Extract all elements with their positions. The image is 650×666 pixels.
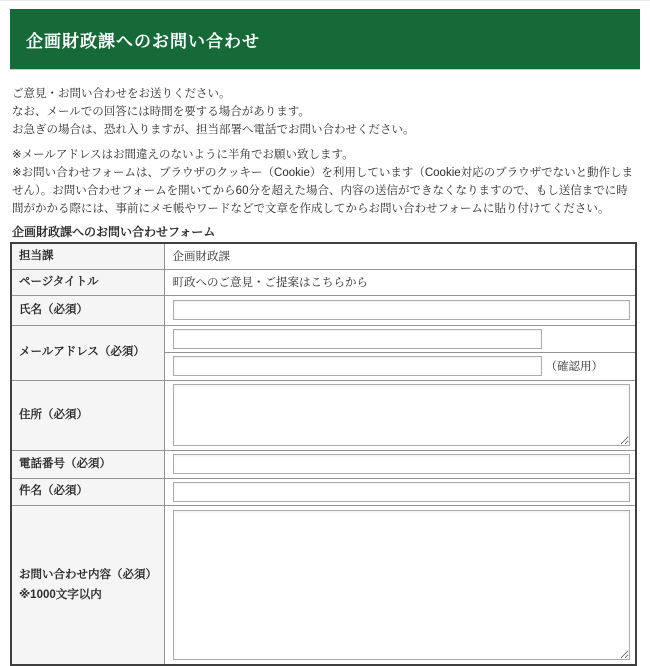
table-row-address [11, 380, 636, 450]
email-confirm-input[interactable] [173, 356, 542, 376]
message-textarea[interactable] [173, 510, 631, 660]
email-confirm-note: （確認用） [545, 361, 603, 373]
email-label: メールアドレス（必須） [11, 325, 164, 380]
intro-line: なお、メールでの回答には時間を要する場合があります。 [12, 106, 310, 118]
address-label: 住所（必須） [11, 380, 164, 450]
department-value: 企画財政課 [164, 243, 636, 269]
page-title-value: 町政へのご意見・ご提案はこちらから [164, 269, 636, 295]
note-line-cookie: ※お問い合わせフォームは、ブラウザのクッキー（Cookie）を利用しています（Cookie対応のブラウザでないと動作しません）。お問い合わせフォームを開いてから60分を超えた場合、内容の送信ができなくなりますので、もし送信までに時間がかかる際には、事前にメモ帳やワードなどで文章を作成してからお問い合わせフォームに貼り付けてください。 [12, 167, 634, 215]
address-textarea[interactable] [173, 384, 631, 446]
table-row-message [11, 505, 636, 665]
intro-line: ご意見・お問い合わせをお送りください。 [12, 88, 231, 100]
intro-paragraph [12, 85, 637, 139]
table-row-phone [11, 450, 636, 478]
email-input[interactable] [173, 329, 542, 349]
table-row-email [11, 325, 636, 352]
name-input[interactable] [173, 300, 631, 320]
page-title-label: ページタイトル [11, 269, 164, 295]
table-row-subject [11, 478, 636, 505]
table-row-name [11, 295, 636, 325]
department-label: 担当課 [11, 243, 164, 269]
notes-paragraph [12, 146, 637, 218]
page-header [10, 9, 640, 69]
subject-input[interactable] [173, 482, 631, 502]
phone-input[interactable] [173, 454, 631, 474]
table-row-page-title [11, 269, 636, 295]
message-label: お問い合わせ内容（必須） [19, 568, 157, 581]
message-label-note: ※1000文字以内 [19, 588, 102, 601]
note-line-email-halfwidth: ※メールアドレスはお間違えのないように半角でお願い致します。 [12, 149, 354, 161]
table-row-department [11, 243, 636, 269]
intro-line: お急ぎの場合は、恐れ入りますが、担当部署へ電話でお問い合わせください。 [12, 124, 415, 136]
page-title: 企画財政課へのお問い合わせ [26, 31, 260, 51]
phone-label: 電話番号（必須） [11, 450, 164, 478]
form-title: 企画財政課へのお問い合わせフォーム [12, 225, 216, 239]
subject-label: 件名（必須） [11, 478, 164, 505]
contact-form-table [10, 242, 637, 666]
name-label: 氏名（必須） [11, 295, 164, 325]
